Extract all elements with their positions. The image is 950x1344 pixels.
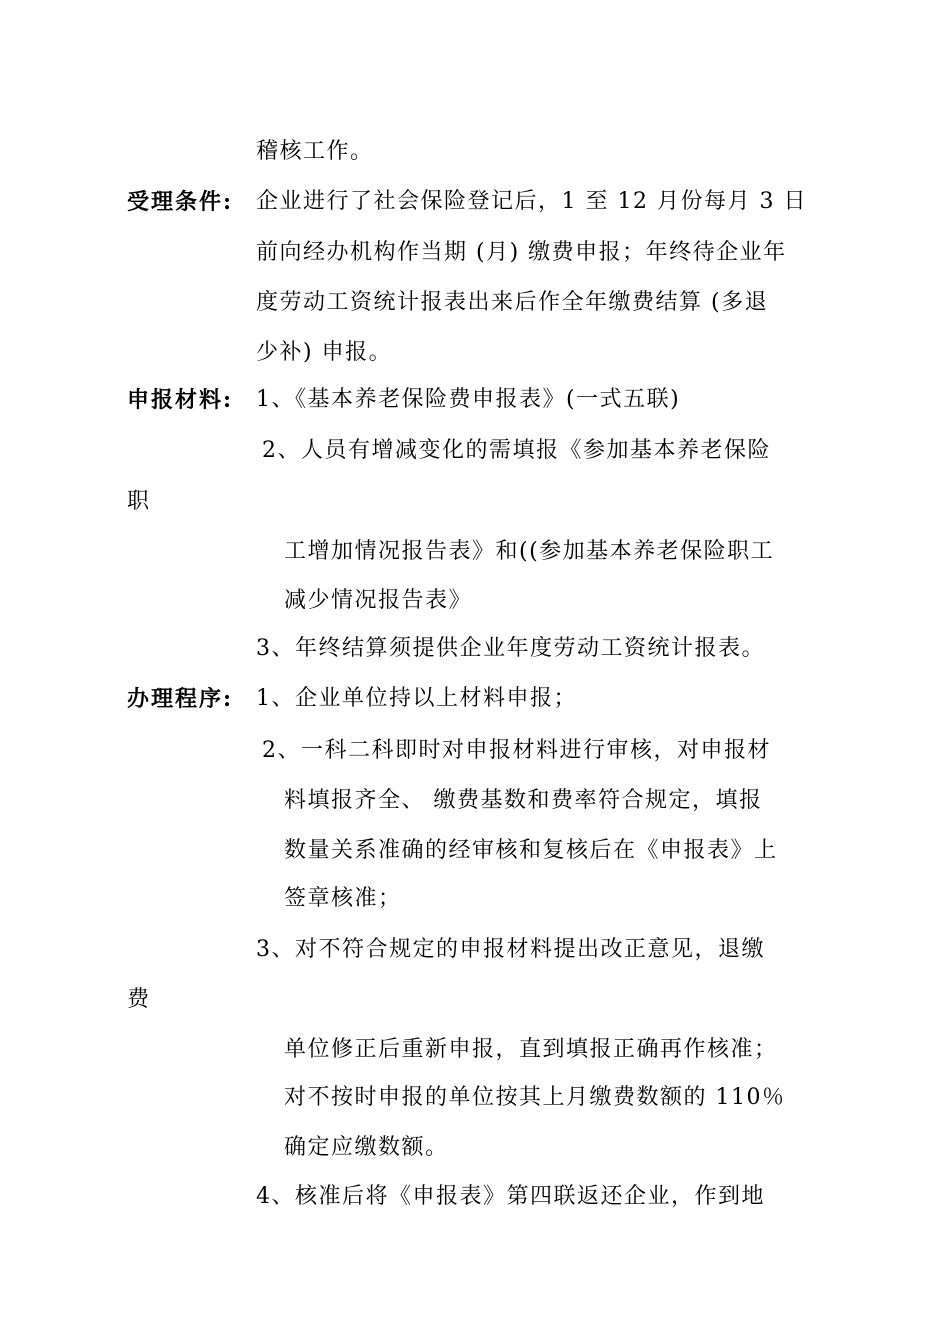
materials-line-6: 3、年终结算须提供企业年度劳动工资统计报表。 bbox=[256, 636, 765, 661]
conditions-line-2: 前向经办机构作当期 (月) 缴费申报；年终待企业年 bbox=[256, 240, 787, 265]
conditions-label: 受理条件: bbox=[127, 189, 234, 215]
materials-line-2: 2、人员有增减变化的需填报《参加基本养老保险 bbox=[262, 438, 771, 463]
procedure-line-2: 2、一科二科即时对申报材料进行审核，对申报材 bbox=[262, 738, 771, 763]
procedure-line-7: 费 bbox=[127, 987, 151, 1012]
conditions-line-4: 少补) 申报。 bbox=[256, 340, 393, 365]
procedure-line-8: 单位修正后重新申报，直到填报正确再作核准； bbox=[284, 1037, 778, 1062]
materials-line-5: 减少情况报告表》 bbox=[284, 588, 473, 613]
procedure-label: 办理程序: bbox=[127, 686, 234, 712]
procedure-line-6: 3、对不符合规定的申报材料提出改正意见，退缴 bbox=[256, 937, 765, 962]
materials-line-1: 1、《基本养老保险费申报表》(一式五联) bbox=[256, 387, 681, 412]
conditions-line-3: 度劳动工资统计报表出来后作全年缴费结算 (多退 bbox=[256, 290, 769, 315]
materials-line-4: 工增加情况报告表》和((参加基本养老保险职工 bbox=[284, 539, 775, 564]
procedure-line-3: 料填报齐全、 缴费基数和费率符合规定，填报 bbox=[284, 788, 763, 813]
procedure-line-11: 4、核准后将《申报表》第四联返还企业，作到地 bbox=[256, 1184, 765, 1209]
procedure-line-5: 签章核准； bbox=[284, 886, 402, 911]
top-continuation-text: 稽核工作。 bbox=[256, 139, 374, 164]
procedure-line-1: 1、企业单位持以上材料申报； bbox=[256, 686, 577, 711]
procedure-line-4: 数量关系准确的经审核和复核后在《申报表》上 bbox=[284, 838, 778, 863]
materials-line-3: 职 bbox=[127, 489, 151, 514]
procedure-line-9: 对不按时申报的单位按其上月缴费数额的 110％ bbox=[284, 1085, 786, 1110]
procedure-line-10: 确定应缴数额。 bbox=[284, 1135, 449, 1160]
conditions-line-1: 企业进行了社会保险登记后，1 至 12 月份每月 3 日 bbox=[256, 189, 807, 214]
materials-label: 申报材料: bbox=[127, 387, 234, 413]
